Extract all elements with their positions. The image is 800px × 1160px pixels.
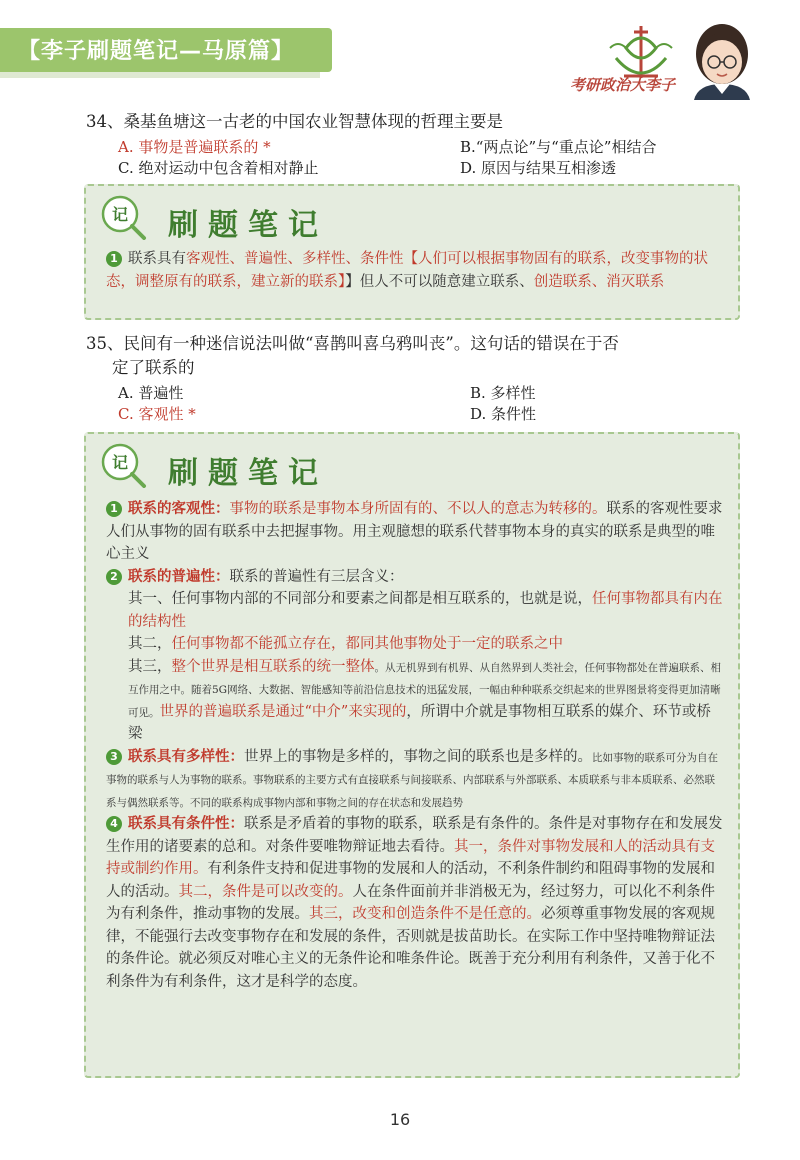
bullet-2-icon: 2	[106, 569, 122, 585]
q34-option-b: B.“两点论”与“重点论”相结合	[460, 138, 657, 156]
note-item-4: 4 联系具有条件性：联系是矛盾着的事物的联系，联系是有条件的。条件是对事物存在和发展发生作用的诸要素的总和。对条件要唯物辩证地去看待。其一，条件对事物发展和人的活动具有支持或制约作用。有利条件支持和促进事物的发展和人的活动，不利条件制约和阻碍事物的发展和人的活动。其二，条件是可以改变的。人在条件面前并非消极无为，经过努力，可以化不利条件为有利条件，推动事物的发展。其三，改变和创造条件不是任意的。必须尊重事物发展的客观规律，不能强行去改变事物存在和发展的条件，否则就是拔苗助长。在实际工作中坚持唯物辩证法的条件论。就必须反对唯心主义的无条件论和唯条件论。既善于充分利用有利条件，又善于化不利条件为有利条件，这才是科学的态度。	[106, 815, 723, 990]
note-1-body: 1 联系具有客观性、普遍性、多样性、条件性【人们可以根据事物固有的联系，改变事物的状态，调整原有的联系，建立新的联系】】但人不可以随意建立联系、创造联系、消灭联系	[106, 251, 708, 290]
note-header	[98, 194, 328, 243]
note-header	[98, 442, 328, 491]
q34-option-c: C. 绝对运动中包含着相对静止	[118, 159, 319, 177]
banner-title: 【李子刷题笔记—马原篇】	[18, 39, 295, 64]
header-banner	[0, 28, 332, 72]
q35-option-a: A. 普遍性	[118, 384, 184, 402]
avatar-icon	[684, 18, 760, 100]
question-35-stem-line1: 35、民间有一种迷信说法叫做“喜鹊叫喜乌鸦叫丧”。这句话的错误在于否	[86, 334, 619, 353]
q35-option-d: D. 条件性	[470, 405, 537, 423]
brand-text: 考研政治大李子	[570, 76, 676, 94]
bullet-1-icon: 1	[106, 501, 122, 517]
q35-option-c: C. 客观性 *	[118, 405, 196, 423]
page-number: 16	[389, 1110, 411, 1129]
note-item-3: 3 联系具有多样性：世界上的事物是多样的，事物之间的联系也是多样的。比如事物的联系可分为自在事物的联系与人为事物的联系。事物联系的主要方式有直接联系与间接联系、内部联系与外部联系、本质联系与非本质联系、必然联系与偶然联系等。不同的联系构成事物内部和事物之间的存在状态和发展趋势	[106, 747, 718, 809]
magnifier-icon	[98, 442, 150, 488]
magnifier-icon	[98, 194, 150, 240]
note-item-2: 2 联系的普遍性：联系的普遍性有三层含义：	[106, 566, 724, 589]
note-2-body: 1 联系的客观性：事物的联系是事物本身所固有的、不以人的意志为转移的。联系的客观性要求人们从事物的固有联系中去把握事物。用主观臆想的联系代替事物本身的真实的联系是典型的唯心主义 2 联系的普遍性：联系的普遍性有三层含义： 其一、任何事物内部的不同部分和要素之间都是相互联系的，也就是说，任何事物都具有内在的结构性 其二，任何事物都不能孤立存在，都同其他事物处于一定的联系之中 其三，整个世界是相互联系的统一整体。从无机界到有机界、从自然界到人类社会，任何事物都处在普遍联系、相互作用之中。随着5G网络、大数据、智能感知等前沿信息技术的迅猛发展，一幅由种种联系交织起来的世界图景将变得更加清晰可见。世界的普遍联系是通过“中介”来实现的，所谓中介就是事物相互联系的媒介、环节或桥梁 3 联系具有多样性：世界上的事物是多样的，事物之间的联系也是多样的。比如事物的联系可分为自在事物的联系与人为事物的联系。事物联系的主要方式有直接联系与间接联系、内部联系与外部联系、本质联系与非本质联系、必然联系与偶然联系等。不同的联系构成事物内部和事物之间的存在状态和发展趋势 4 联系具有条件性：联系是矛盾着的事物的联系，联系是有条件的。条件是对事物存在和发展发生作用的诸要素的总和。对条件要唯物辩证地去看待。其一，条件对事物发展和人的活动具有支持或制约作用。有利条件支持和促进事物的发展和人的活动，不利条件制约和阻碍事物的发展和人的活动。其二，条件是可以改变的。人在条件面前并非消极无为，经过努力，可以化不利条件为有利条件，推动事物的发展。其三，改变和创造条件不是任意的。必须尊重事物发展的客观规律，不能强行去改变事物存在和发展的条件，否则就是拔苗助长。在实际工作中坚持唯物辩证法的条件论。就必须反对唯心主义的无条件论和唯条件论。既善于充分利用有利条件，又善于化不利条件为有利条件，这才是科学的态度。	[106, 498, 724, 993]
note-box-2	[84, 432, 740, 1078]
q34-option-a: A. 事物是普遍联系的 *	[118, 138, 271, 156]
bullet-3-icon: 3	[106, 749, 122, 765]
bullet-1-icon: 1	[106, 251, 122, 267]
banner-shadow	[0, 72, 320, 78]
note-title: 刷题笔记	[168, 456, 328, 491]
note-icon-char: 记	[111, 453, 129, 472]
note-title: 刷题笔记	[168, 208, 328, 243]
question-34-stem: 34、桑基鱼塘这一古老的中国农业智慧体现的哲理主要是	[86, 112, 503, 131]
note-box-1	[84, 184, 740, 320]
q35-option-b: B. 多样性	[470, 384, 536, 402]
q34-option-d: D. 原因与结果互相渗透	[460, 159, 617, 177]
bullet-4-icon: 4	[106, 816, 122, 832]
question-35-stem-line2: 定了联系的	[112, 358, 195, 377]
note-icon-char: 记	[111, 205, 129, 224]
note-item-1: 1 联系的客观性：事物的联系是事物本身所固有的、不以人的意志为转移的。联系的客观性要求人们从事物的固有联系中去把握事物。用主观臆想的联系代替事物本身的真实的联系是典型的唯心主义	[106, 500, 723, 562]
